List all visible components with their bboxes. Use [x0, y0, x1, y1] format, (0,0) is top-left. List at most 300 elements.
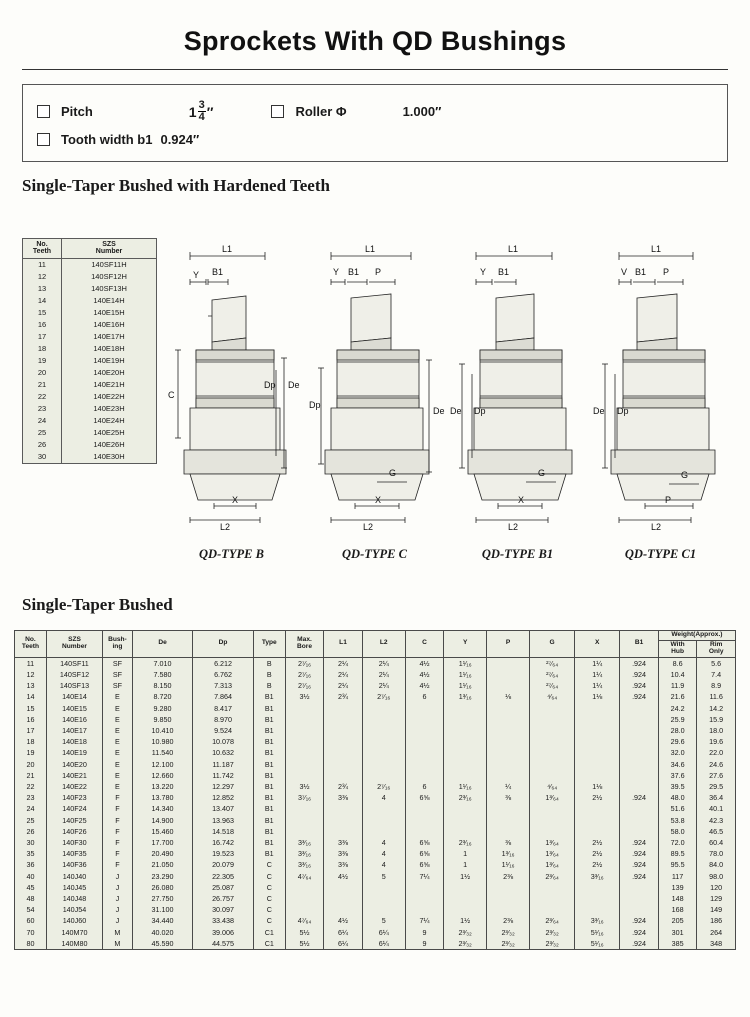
- cell-g: ²⁷⁄₆₄: [530, 669, 575, 680]
- cell-g: ²⁷⁄₆₄: [530, 680, 575, 691]
- cell-max-bore: [285, 882, 324, 893]
- svg-text:B1: B1: [212, 267, 224, 277]
- cell-c: 6: [405, 691, 444, 702]
- cell-l2: 6¼: [362, 927, 405, 938]
- svg-text:B1: B1: [498, 267, 510, 277]
- svg-text:Y: Y: [193, 270, 200, 280]
- cell-c: 6⅝: [405, 859, 444, 870]
- cell-bushing: E: [103, 714, 133, 725]
- cell-de: 34.440: [132, 915, 193, 926]
- cell-no-teeth: 40: [15, 871, 47, 882]
- table-row: [15, 826, 736, 837]
- cell-p: ⅛: [487, 691, 530, 702]
- cell-y: [444, 714, 487, 725]
- cell-de: 13.220: [132, 781, 193, 792]
- cell-dp: 8.970: [193, 714, 254, 725]
- cell-max-bore: [285, 703, 324, 714]
- cell-p: [487, 680, 530, 691]
- cell-weight-with-hub: 8.6: [658, 657, 697, 669]
- svg-text:L2: L2: [220, 522, 231, 532]
- table-row: [23, 403, 157, 415]
- svg-text:Y: Y: [480, 267, 487, 277]
- cell-weight-rim-only: 5.6: [697, 657, 736, 669]
- cell-c: [405, 703, 444, 714]
- cell-l2: [362, 882, 405, 893]
- cell-bushing: F: [103, 826, 133, 837]
- cell-y: [444, 759, 487, 770]
- cell-weight-rim-only: 22.0: [697, 747, 736, 758]
- cell-p: 1³⁄₁₆: [487, 848, 530, 859]
- cell-szs-number: 140E22H: [62, 391, 157, 403]
- cell-g: [530, 893, 575, 904]
- svg-text:Dp: Dp: [264, 380, 276, 390]
- cell-de: 13.780: [132, 792, 193, 803]
- cell-b1: .924: [620, 915, 659, 926]
- cell-c: 7¼: [405, 915, 444, 926]
- cell-szs-number: 140M80: [46, 938, 102, 950]
- table-row: [15, 736, 736, 747]
- cell-l1: [324, 736, 363, 747]
- cell-weight-with-hub: 205: [658, 915, 697, 926]
- table-row: [23, 331, 157, 343]
- cell-max-bore: [285, 893, 324, 904]
- cell-b1: [620, 803, 659, 814]
- cell-y: [444, 770, 487, 781]
- cell-dp: 26.757: [193, 893, 254, 904]
- cell-p: [487, 657, 530, 669]
- cell-max-bore: 2⁷⁄₁₆: [285, 680, 324, 691]
- cell-y: [444, 736, 487, 747]
- spec-row-1: [37, 100, 713, 123]
- cell-l2: [362, 725, 405, 736]
- cell-bushing: J: [103, 882, 133, 893]
- cell-weight-with-hub: 34.6: [658, 759, 697, 770]
- cell-g: 2³⁄₆₄: [530, 871, 575, 882]
- cell-no-teeth: 21: [23, 379, 62, 391]
- cell-p: 2⅜: [487, 871, 530, 882]
- cell-bushing: SF: [103, 680, 133, 691]
- drawing-qd-type-c1: [589, 238, 732, 568]
- cell-no-teeth: 11: [23, 258, 62, 271]
- hardened-teeth-table-wrap: [22, 238, 157, 464]
- cell-dp: 6.762: [193, 669, 254, 680]
- pitch-numerator: 3: [198, 99, 205, 111]
- cell-weight-with-hub: 51.6: [658, 803, 697, 814]
- drawing-qd-type-b: [160, 238, 303, 568]
- svg-text:X: X: [375, 495, 382, 505]
- cell-c: [405, 803, 444, 814]
- cell-b1: [620, 826, 659, 837]
- cell-max-bore: 3³⁄₁₆: [285, 837, 324, 848]
- col-weight-group: Weight(Approx.): [658, 631, 735, 641]
- table-row: [15, 859, 736, 870]
- cell-de: 10.980: [132, 736, 193, 747]
- cell-l1: 3⅜: [324, 859, 363, 870]
- cell-dp: 16.742: [193, 837, 254, 848]
- cell-g: 1³⁄₆₄: [530, 837, 575, 848]
- cell-l2: 2¼: [362, 657, 405, 669]
- cell-weight-with-hub: 72.0: [658, 837, 697, 848]
- cell-dp: 13.963: [193, 815, 254, 826]
- cell-szs-number: 140E19: [46, 747, 102, 758]
- table-row: [15, 904, 736, 915]
- cell-c: 6⅝: [405, 848, 444, 859]
- cell-no-teeth: 80: [15, 938, 47, 950]
- cell-type: C: [253, 915, 285, 926]
- cell-c: [405, 904, 444, 915]
- cell-weight-rim-only: 84.0: [697, 859, 736, 870]
- cell-de: 12.660: [132, 770, 193, 781]
- cell-dp: 11.742: [193, 770, 254, 781]
- cell-g: [530, 826, 575, 837]
- cell-c: 9: [405, 938, 444, 950]
- checkbox-pitch[interactable]: [37, 105, 50, 118]
- table-row: [15, 893, 736, 904]
- cell-y: 1: [444, 859, 487, 870]
- cell-l1: [324, 703, 363, 714]
- cell-g: 1³⁄₆₄: [530, 859, 575, 870]
- cell-weight-with-hub: 11.9: [658, 680, 697, 691]
- cell-no-teeth: 12: [15, 669, 47, 680]
- svg-text:G: G: [538, 468, 546, 478]
- cell-y: [444, 803, 487, 814]
- cell-l2: 2¼: [362, 680, 405, 691]
- cell-l2: 4: [362, 837, 405, 848]
- cell-p: [487, 826, 530, 837]
- cell-bushing: E: [103, 691, 133, 702]
- cell-de: 8.150: [132, 680, 193, 691]
- cell-l2: [362, 747, 405, 758]
- spec-label-tooth-width: Tooth width b1: [61, 132, 153, 147]
- cell-no-teeth: 14: [15, 691, 47, 702]
- cell-no-teeth: 30: [23, 451, 62, 464]
- cell-max-bore: 2⁷⁄₁₆: [285, 657, 324, 669]
- cell-type: B1: [253, 770, 285, 781]
- cell-l2: 4: [362, 792, 405, 803]
- cell-weight-with-hub: 117: [658, 871, 697, 882]
- cell-de: 21.050: [132, 859, 193, 870]
- cell-weight-with-hub: 32.0: [658, 747, 697, 758]
- table-row: [15, 657, 736, 669]
- cell-szs-number: 140E14H: [62, 295, 157, 307]
- single-taper-table-wrap: [14, 630, 736, 950]
- cell-dp: 13.407: [193, 803, 254, 814]
- cell-p: [487, 770, 530, 781]
- svg-text:X: X: [518, 495, 525, 505]
- cell-max-bore: [285, 815, 324, 826]
- col-p: P: [487, 631, 530, 658]
- cell-no-teeth: 25: [23, 427, 62, 439]
- cell-weight-with-hub: 53.8: [658, 815, 697, 826]
- cell-y: [444, 815, 487, 826]
- cell-no-teeth: 16: [15, 714, 47, 725]
- table-row: [23, 379, 157, 391]
- cell-type: B1: [253, 781, 285, 792]
- cell-szs-number: 140E16: [46, 714, 102, 725]
- cell-weight-rim-only: 348: [697, 938, 736, 950]
- col-y: Y: [444, 631, 487, 658]
- cell-max-bore: 4⁷⁄₆₄: [285, 915, 324, 926]
- cell-g: ⁴⁄₆₄: [530, 781, 575, 792]
- cell-l2: 4: [362, 848, 405, 859]
- cell-type: C: [253, 882, 285, 893]
- cell-g: [530, 736, 575, 747]
- table-row: [15, 747, 736, 758]
- cell-x: [575, 815, 620, 826]
- cell-b1: .924: [620, 859, 659, 870]
- cell-szs-number: 140E18: [46, 736, 102, 747]
- single-taper-table: [14, 630, 736, 950]
- cell-max-bore: 3⁷⁄₁₆: [285, 792, 324, 803]
- svg-text:G: G: [389, 468, 397, 478]
- cell-weight-with-hub: 89.5: [658, 848, 697, 859]
- cell-p: 2⅜: [487, 915, 530, 926]
- cell-x: [575, 736, 620, 747]
- cell-max-bore: [285, 725, 324, 736]
- svg-text:P: P: [663, 267, 670, 277]
- cell-x: 3³⁄₁₆: [575, 871, 620, 882]
- cell-no-teeth: 26: [23, 439, 62, 451]
- cell-y: 1¹⁄₁₆: [444, 669, 487, 680]
- cell-weight-with-hub: 58.0: [658, 826, 697, 837]
- cell-l1: 2¼: [324, 680, 363, 691]
- cell-type: C: [253, 904, 285, 915]
- cell-max-bore: [285, 803, 324, 814]
- svg-text:P: P: [665, 495, 672, 505]
- cell-max-bore: [285, 826, 324, 837]
- cell-type: B1: [253, 837, 285, 848]
- svg-text:G: G: [681, 470, 689, 480]
- cell-dp: 7.313: [193, 680, 254, 691]
- spec-label-roller: Roller Φ: [295, 104, 347, 119]
- cell-b1: .924: [620, 792, 659, 803]
- spec-value-roller: 1.000″: [402, 104, 442, 119]
- cell-weight-rim-only: 27.6: [697, 770, 736, 781]
- cell-l1: 2¼: [324, 669, 363, 680]
- cell-c: [405, 759, 444, 770]
- cell-y: 2³⁄₃₂: [444, 927, 487, 938]
- cell-weight-with-hub: 10.4: [658, 669, 697, 680]
- cell-dp: 8.417: [193, 703, 254, 714]
- table-header-row-top: [15, 631, 736, 641]
- spec-row-2: [37, 132, 713, 147]
- drawing-caption-b1: QD-TYPE B1: [481, 547, 554, 561]
- cell-p: [487, 736, 530, 747]
- cell-szs-number: 140E20H: [62, 367, 157, 379]
- cell-szs-number: 140F30: [46, 837, 102, 848]
- cell-x: 1¼: [575, 657, 620, 669]
- table-row: [15, 691, 736, 702]
- cell-de: 11.540: [132, 747, 193, 758]
- cell-l2: [362, 893, 405, 904]
- table-row: [15, 927, 736, 938]
- table-row: [15, 803, 736, 814]
- table-row: [23, 343, 157, 355]
- drawings-area: [160, 238, 732, 568]
- table-row: [23, 451, 157, 464]
- cell-p: 2³⁄₃₂: [487, 938, 530, 950]
- cell-szs-number: 140F35: [46, 848, 102, 859]
- cell-weight-rim-only: 11.6: [697, 691, 736, 702]
- table-row: [23, 319, 157, 331]
- cell-p: [487, 803, 530, 814]
- table-row: [23, 355, 157, 367]
- cell-weight-rim-only: 42.3: [697, 815, 736, 826]
- cell-x: 2½: [575, 837, 620, 848]
- cell-szs-number: 140E21: [46, 770, 102, 781]
- cell-x: [575, 747, 620, 758]
- cell-no-teeth: 14: [23, 295, 62, 307]
- cell-bushing: SF: [103, 669, 133, 680]
- cell-weight-rim-only: 98.0: [697, 871, 736, 882]
- cell-de: 23.290: [132, 871, 193, 882]
- cell-weight-with-hub: 25.9: [658, 714, 697, 725]
- cell-p: [487, 904, 530, 915]
- cell-szs-number: 140SF13H: [62, 283, 157, 295]
- cell-max-bore: 3³⁄₁₆: [285, 859, 324, 870]
- cell-max-bore: 5½: [285, 927, 324, 938]
- cell-no-teeth: 19: [15, 747, 47, 758]
- cell-type: B1: [253, 714, 285, 725]
- cell-weight-rim-only: 29.5: [697, 781, 736, 792]
- cell-no-teeth: 30: [15, 837, 47, 848]
- svg-text:C: C: [168, 390, 175, 400]
- cell-x: 5¹⁄₁₆: [575, 927, 620, 938]
- cell-szs-number: 140SF11H: [62, 258, 157, 271]
- cell-bushing: J: [103, 904, 133, 915]
- svg-text:Y: Y: [333, 267, 340, 277]
- table-row: [23, 391, 157, 403]
- svg-text:L2: L2: [363, 522, 374, 532]
- cell-g: ²⁷⁄₆₄: [530, 657, 575, 669]
- checkbox-tooth-width[interactable]: [37, 133, 50, 146]
- cell-b1: [620, 893, 659, 904]
- col-l1: L1: [324, 631, 363, 658]
- cell-x: 1¼: [575, 680, 620, 691]
- cell-weight-rim-only: 36.4: [697, 792, 736, 803]
- cell-max-bore: [285, 759, 324, 770]
- table-row: [15, 725, 736, 736]
- col-b1: B1: [620, 631, 659, 658]
- cell-weight-with-hub: 37.6: [658, 770, 697, 781]
- cell-p: [487, 747, 530, 758]
- cell-c: [405, 826, 444, 837]
- table-row: [15, 938, 736, 950]
- cell-szs-number: 140F24: [46, 803, 102, 814]
- cell-dp: 9.524: [193, 725, 254, 736]
- cell-b1: [620, 904, 659, 915]
- cell-g: [530, 882, 575, 893]
- cell-dp: 39.006: [193, 927, 254, 938]
- cell-y: [444, 882, 487, 893]
- cell-dp: 14.518: [193, 826, 254, 837]
- col-szs-number: SZS Number: [62, 239, 157, 259]
- cell-y: 2³⁄₃₂: [444, 938, 487, 950]
- cell-b1: [620, 770, 659, 781]
- cell-type: C: [253, 893, 285, 904]
- table-row: [23, 283, 157, 295]
- cell-no-teeth: 19: [23, 355, 62, 367]
- cell-weight-with-hub: 39.5: [658, 781, 697, 792]
- svg-text:De: De: [450, 406, 462, 416]
- cell-x: 1¼: [575, 669, 620, 680]
- cell-max-bore: 2⁷⁄₁₆: [285, 669, 324, 680]
- cell-max-bore: [285, 747, 324, 758]
- cell-de: 14.900: [132, 815, 193, 826]
- cell-c: [405, 770, 444, 781]
- cell-szs-number: 140J60: [46, 915, 102, 926]
- cell-szs-number: 140F36: [46, 859, 102, 870]
- cell-weight-with-hub: 21.6: [658, 691, 697, 702]
- cell-p: [487, 759, 530, 770]
- cell-weight-rim-only: 60.4: [697, 837, 736, 848]
- drawing-caption-c: QD-TYPE C: [342, 547, 407, 561]
- cell-szs-number: 140SF13: [46, 680, 102, 691]
- svg-text:B1: B1: [635, 267, 647, 277]
- cell-type: B1: [253, 792, 285, 803]
- cell-type: B1: [253, 826, 285, 837]
- cell-l1: 2¾: [324, 691, 363, 702]
- cell-de: 40.020: [132, 927, 193, 938]
- cell-c: 6⅝: [405, 792, 444, 803]
- col-no-teeth: No. Teeth: [15, 631, 47, 658]
- cell-szs-number: 140E20: [46, 759, 102, 770]
- cell-weight-rim-only: 46.5: [697, 826, 736, 837]
- cell-no-teeth: 25: [15, 815, 47, 826]
- cell-p: [487, 669, 530, 680]
- cell-no-teeth: 13: [15, 680, 47, 691]
- cell-l2: [362, 759, 405, 770]
- pitch-unit: ″: [206, 103, 214, 120]
- cell-type: C: [253, 871, 285, 882]
- cell-szs-number: 140F25: [46, 815, 102, 826]
- cell-x: [575, 826, 620, 837]
- cell-b1: [620, 725, 659, 736]
- cell-c: [405, 815, 444, 826]
- table-row: [23, 427, 157, 439]
- cell-b1: .924: [620, 837, 659, 848]
- col-x: X: [575, 631, 620, 658]
- cell-x: 2½: [575, 792, 620, 803]
- cell-p: 2³⁄₃₂: [487, 927, 530, 938]
- cell-c: 4½: [405, 680, 444, 691]
- cell-g: [530, 725, 575, 736]
- cell-de: 20.490: [132, 848, 193, 859]
- cell-no-teeth: 16: [23, 319, 62, 331]
- cell-weight-with-hub: 385: [658, 938, 697, 950]
- section-heading-single-taper: Single-Taper Bushed: [22, 595, 173, 614]
- cell-x: [575, 803, 620, 814]
- pitch-denominator: 4: [198, 111, 205, 123]
- pitch-fraction: [198, 100, 206, 123]
- cell-no-teeth: 26: [15, 826, 47, 837]
- cell-szs-number: 140E17H: [62, 331, 157, 343]
- cell-weight-rim-only: 40.1: [697, 803, 736, 814]
- table-row: [15, 837, 736, 848]
- svg-text:L1: L1: [508, 244, 519, 254]
- cell-bushing: F: [103, 859, 133, 870]
- checkbox-roller[interactable]: [271, 105, 284, 118]
- cell-l2: 2⁷⁄₁₆: [362, 691, 405, 702]
- cell-dp: 6.212: [193, 657, 254, 669]
- cell-x: [575, 714, 620, 725]
- cell-g: 2³⁄₆₄: [530, 915, 575, 926]
- cell-no-teeth: 36: [15, 859, 47, 870]
- cell-no-teeth: 11: [15, 657, 47, 669]
- cell-c: 6⅝: [405, 837, 444, 848]
- cell-l1: 4½: [324, 915, 363, 926]
- cell-weight-rim-only: 186: [697, 915, 736, 926]
